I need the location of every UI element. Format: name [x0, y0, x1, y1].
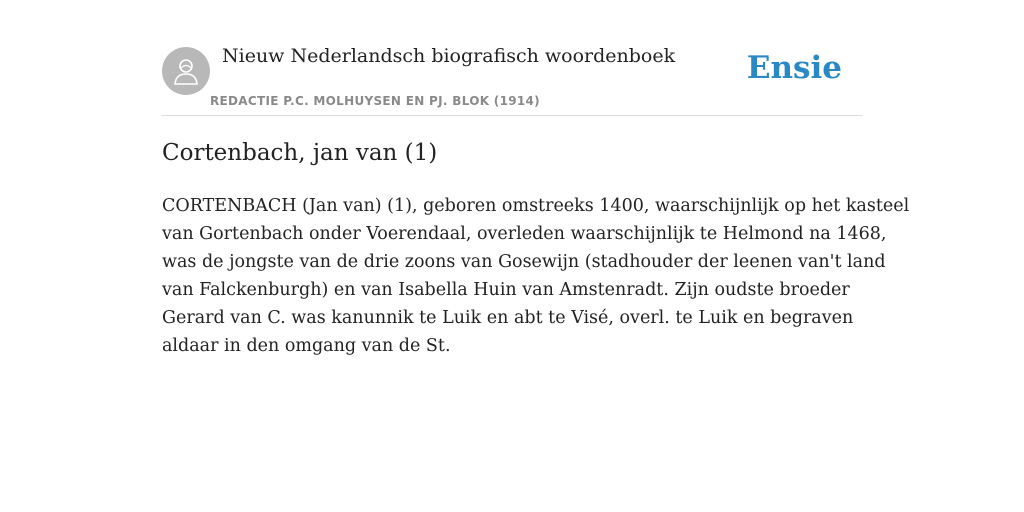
article-body-line: was de jongste van de drie zoons van Gosewijn (stadhouder der leenen van't land	[162, 252, 886, 272]
article-body-line: van Gortenbach onder Voerendaal, overleden waarschijnlijk te Helmond na 1468,	[162, 224, 887, 244]
source-header	[162, 40, 862, 116]
source-subtitle: REDACTIE P.C. MOLHUYSEN EN PJ. BLOK (1914)	[210, 94, 540, 108]
ensie-logo[interactable]: Ensie	[746, 50, 842, 86]
source-title[interactable]: Nieuw Nederlandsch biografisch woordenboek	[222, 45, 676, 67]
article-body-line: aldaar in den omgang van de St.	[162, 336, 451, 356]
user-silhouette-icon	[172, 56, 200, 86]
article-body-line: Gerard van C. was kanunnik te Luik en abt te Visé, overl. te Luik en begraven	[162, 308, 854, 328]
article-body-line: van Falckenburgh) en van Isabella Huin van Amstenradt. Zijn oudste broeder	[162, 280, 850, 300]
article-body	[162, 192, 910, 360]
article-body-line: CORTENBACH (Jan van) (1), geboren omstreeks 1400, waarschijnlijk op het kasteel	[162, 196, 910, 216]
avatar	[162, 47, 210, 95]
article-title: Cortenbach, jan van (1)	[162, 140, 438, 166]
